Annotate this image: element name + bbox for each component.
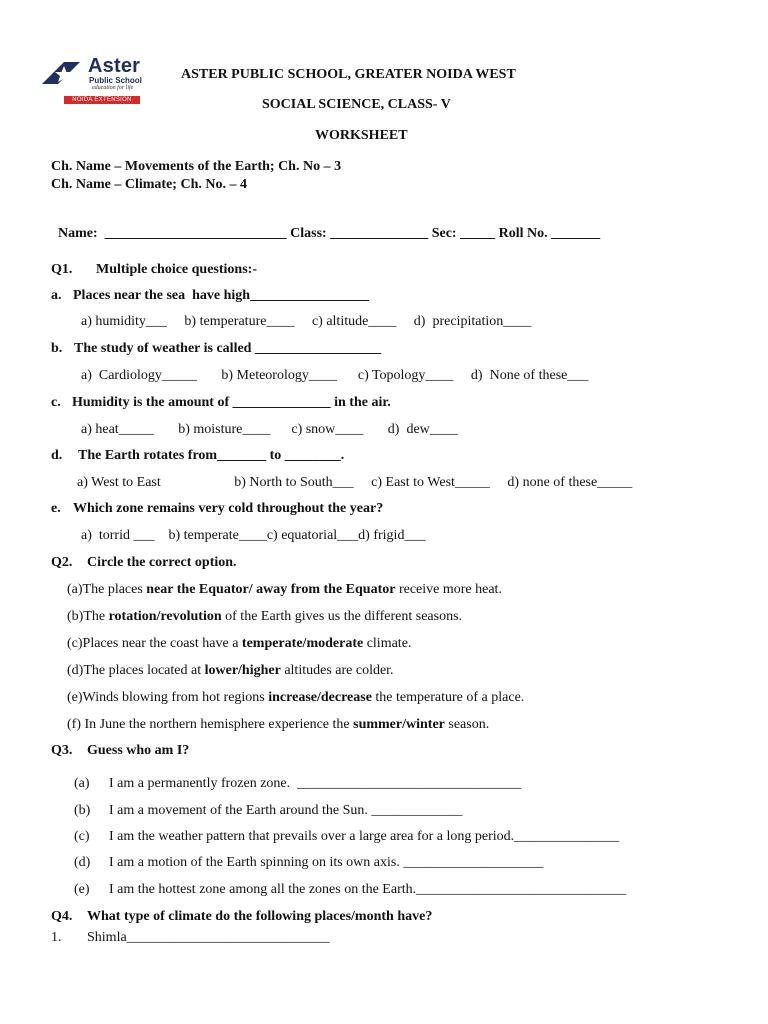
question-number: Q4. (51, 909, 73, 924)
question-title: What type of climate do the following places/month have? (87, 909, 433, 924)
item-label: (e) (74, 882, 90, 897)
logo-subtitle: Public School (89, 76, 142, 85)
question-title: Circle the correct option. (87, 555, 237, 570)
worksheet-title: WORKSHEET (315, 128, 408, 143)
mcq-question: Humidity is the amount of ______________ in the air. (72, 395, 391, 410)
guess-item: I am a movement of the Earth around the Sun. _____________ (109, 803, 463, 818)
question-number: Q2. (51, 555, 73, 570)
item-choice: rotation/revolution (108, 609, 222, 624)
guess-item: I am the weather pattern that prevails over a large area for a long period._______________ (109, 829, 620, 844)
circle-item (67, 636, 411, 652)
circle-item (67, 582, 502, 598)
circle-item (67, 609, 462, 625)
item-text: climate. (363, 636, 412, 651)
item-label: (a) (67, 582, 83, 597)
logo-branch: NOIDA EXTENSION (72, 97, 132, 103)
item-label: (a) (74, 776, 90, 791)
item-text: The (83, 609, 109, 624)
item-label: (b) (67, 609, 84, 624)
school-name: ASTER PUBLIC SCHOOL, GREATER NOIDA WEST (181, 67, 516, 82)
item-text: season. (444, 717, 490, 732)
item-choice: summer/winter (353, 717, 445, 732)
item-label: b. (51, 341, 63, 356)
item-choice: near the Equator/ away from the Equator (146, 582, 396, 597)
item-label: (d) (67, 663, 84, 678)
item-text: The places located at (83, 663, 205, 678)
item-text: receive more heat. (395, 582, 502, 597)
guess-item: I am the hottest zone among all the zones on the Earth.______________________________ (109, 882, 627, 897)
mcq-question: Places near the sea have high_________________ (73, 288, 370, 303)
item-text: Places near the coast have a (82, 636, 242, 651)
logo-branch-bar (64, 96, 140, 104)
chapter-line: Ch. Name – Climate; Ch. No. – 4 (51, 177, 247, 192)
guess-item: I am a permanently frozen zone. ________________________________ (109, 776, 522, 791)
item-choice: increase/decrease (268, 690, 372, 705)
item-text: The places (82, 582, 147, 597)
item-label: (f) (67, 717, 81, 732)
mcq-question: The study of weather is called __________________ (74, 341, 381, 356)
circle-item (67, 690, 524, 706)
chapter-line: Ch. Name – Movements of the Earth; Ch. No – 3 (51, 159, 342, 174)
question-title: Multiple choice questions:- (96, 262, 257, 277)
item-label: c. (51, 395, 61, 410)
item-text: of the Earth gives us the different seasons. (221, 609, 463, 624)
item-label: (c) (74, 829, 90, 844)
item-text: altitudes are colder. (280, 663, 394, 678)
logo-name: Aster (88, 55, 141, 77)
question-number: Q1. (51, 262, 73, 277)
mcq-options: a) torrid ___ b) temperate____c) equatorial___d) frigid___ (81, 528, 426, 543)
question-number: Q3. (51, 743, 73, 758)
climate-item: Shimla_____________________________ (87, 930, 330, 945)
mcq-options: a) West to East b) North to South___ c) East to West_____ d) none of these_____ (77, 475, 633, 490)
item-text: the temperature of a place. (371, 690, 525, 705)
logo-tagline: education for life (92, 85, 134, 91)
item-label: (e) (67, 690, 83, 705)
item-label: e. (51, 501, 61, 516)
item-text: Winds blowing from hot regions (82, 690, 269, 705)
item-label: (d) (74, 855, 91, 870)
mcq-options: a) Cardiology_____ b) Meteorology____ c) Topology____ d) None of these___ (81, 368, 589, 383)
item-text: In June the northern hemisphere experience the (81, 717, 354, 732)
mcq-question: The Earth rotates from_______ to ________. (78, 448, 345, 463)
item-label: 1. (51, 930, 62, 945)
item-label: (c) (67, 636, 83, 651)
school-logo (42, 55, 154, 110)
student-info-line: Name: __________________________ Class: ______________ Sec: _____ Roll No. _______ (58, 226, 601, 241)
item-label: (b) (74, 803, 91, 818)
mcq-options: a) humidity___ b) temperature____ c) altitude____ d) precipitation____ (81, 314, 532, 329)
mcq-options: a) heat_____ b) moisture____ c) snow____ d) dew____ (81, 422, 458, 437)
subject-title: SOCIAL SCIENCE, CLASS- V (262, 97, 451, 112)
star-logo-icon (42, 60, 80, 88)
question-title: Guess who am I? (87, 743, 190, 758)
item-label: a. (51, 288, 62, 303)
mcq-question: Which zone remains very cold throughout the year? (73, 501, 384, 516)
item-choice: temperate/moderate (241, 636, 364, 651)
item-choice: lower/higher (204, 663, 281, 678)
guess-item: I am a motion of the Earth spinning on its own axis. ____________________ (109, 855, 544, 870)
circle-item (67, 717, 489, 733)
circle-item (67, 663, 394, 679)
item-label: d. (51, 448, 63, 463)
